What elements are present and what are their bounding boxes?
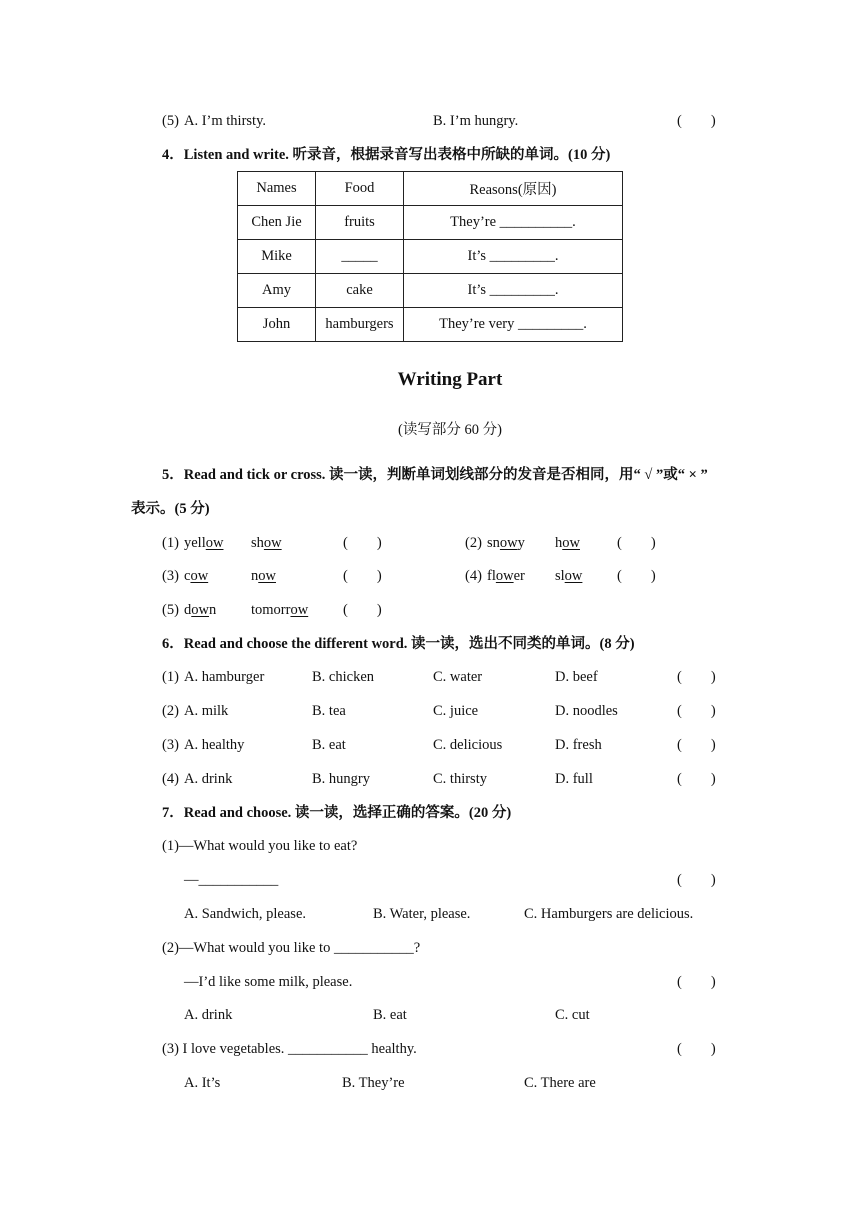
q5-item-number: (1) (162, 535, 179, 551)
table-cell-name: Amy (238, 274, 316, 308)
q6-item-number: (4) (162, 771, 179, 787)
q6-item-number: (2) (162, 703, 179, 719)
table-cell-reason[interactable]: They’re __________. (404, 206, 623, 240)
table-row (238, 240, 623, 274)
table-row (238, 308, 623, 342)
table-cell-food[interactable]: _____ (316, 240, 404, 274)
q6-answer-paren[interactable]: ( ) (677, 669, 716, 685)
q6-answer-paren[interactable]: ( ) (677, 737, 716, 753)
q5-item-number: (2) (465, 535, 482, 551)
q6-option-b: B. eat (312, 737, 346, 753)
section-subtitle: (读写部分 60 分) (398, 422, 502, 438)
q7-item-2-option-b: B. eat (373, 1007, 407, 1023)
q5-word-1: cow (184, 568, 209, 584)
q5-word-2: how (555, 535, 580, 551)
table-cell-reason[interactable]: It’s _________. (404, 274, 623, 308)
q3-item-5-option-a: A. I’m thirsty. (184, 113, 267, 129)
q6-option-a: A. milk (184, 703, 229, 719)
q5-answer-paren[interactable]: ( ) (343, 568, 382, 584)
table-cell-food: hamburgers (316, 308, 404, 342)
q4-heading: 4．Listen and write. 听录音，根据录音写出表格中所缺的单词。(10 分) (162, 147, 611, 163)
table-cell-name: Mike (238, 240, 316, 274)
q6-option-c: C. thirsty (433, 771, 487, 787)
q6-option-c: C. water (433, 669, 483, 685)
table-cell-name: Chen Jie (238, 206, 316, 240)
q6-option-d: D. fresh (555, 737, 602, 753)
q6-option-d: D. full (555, 771, 593, 787)
q5-answer-paren[interactable]: ( ) (343, 535, 382, 551)
table-cell-reason[interactable]: It’s _________. (404, 240, 623, 274)
q7-item-2-answer-paren[interactable]: ( ) (677, 974, 716, 990)
q7-item-3-option-c: C. There are (524, 1075, 596, 1091)
q6-option-c: C. delicious (433, 737, 503, 753)
q5-answer-paren[interactable]: ( ) (617, 568, 656, 584)
q5-word-2: show (251, 535, 282, 551)
table-cell-reason[interactable]: They’re very _________. (404, 308, 623, 342)
q5-item-number: (5) (162, 602, 179, 618)
q7-item-2-question: (2)—What would you like to ___________? (162, 940, 421, 956)
table-header-food: Food (316, 172, 404, 206)
q6-option-a: A. healthy (184, 737, 245, 753)
table-row (238, 206, 623, 240)
q6-answer-paren[interactable]: ( ) (677, 703, 716, 719)
q5-word-1: yellow (184, 535, 224, 551)
q7-item-1-option-c: C. Hamburgers are delicious. (524, 906, 694, 922)
q6-item-number: (3) (162, 737, 179, 753)
q7-item-2-option-a: A. drink (184, 1007, 233, 1023)
table-cell-food: cake (316, 274, 404, 308)
q6-option-b: B. hungry (312, 771, 370, 787)
q5-heading-line1: 5．Read and tick or cross. 读一读，判断单词划线部分的发音是否相同，用“ √ ”或“ × ” (162, 467, 708, 483)
table-header-row (238, 172, 623, 206)
q7-item-1-answer-line: —___________ (184, 872, 279, 888)
q5-word-1: snowy (487, 535, 525, 551)
table-header-reasons: Reasons(原因) (404, 172, 623, 206)
q3-item-5-number: (5) (162, 113, 179, 129)
q7-item-3-answer-paren[interactable]: ( ) (677, 1041, 716, 1057)
q7-item-3-option-b: B. They’re (342, 1075, 405, 1091)
q6-answer-paren[interactable]: ( ) (677, 771, 716, 787)
q7-item-1-option-b: B. Water, please. (373, 906, 471, 922)
q7-item-2-option-c: C. cut (555, 1007, 590, 1023)
listen-and-write-table (237, 171, 623, 342)
table-cell-name: John (238, 308, 316, 342)
q6-item-number: (1) (162, 669, 179, 685)
q5-word-1: down (184, 602, 217, 618)
q3-item-5-answer-paren[interactable]: ( ) (677, 113, 716, 129)
table-header-names: Names (238, 172, 316, 206)
q5-word-2: slow (555, 568, 583, 584)
q5-answer-paren[interactable]: ( ) (343, 602, 382, 618)
q6-option-a: A. hamburger (184, 669, 265, 685)
q5-heading-line2: 表示。(5 分) (131, 501, 210, 517)
q6-option-c: C. juice (433, 703, 479, 719)
q5-word-2: tomorrow (251, 602, 309, 618)
q7-heading: 7．Read and choose. 读一读，选择正确的答案。(20 分) (162, 805, 512, 821)
q7-item-1-answer-paren[interactable]: ( ) (677, 872, 716, 888)
q7-item-3-option-a: A. It’s (184, 1075, 221, 1091)
q6-option-a: A. drink (184, 771, 233, 787)
section-title: Writing Part (397, 369, 503, 390)
q5-item-number: (4) (465, 568, 482, 584)
q5-word-2: now (251, 568, 276, 584)
q6-option-d: D. beef (555, 669, 598, 685)
q7-item-2-answer-line: —I’d like some milk, please. (184, 974, 353, 990)
q7-item-3-question: (3) I love vegetables. ___________ healthy. (162, 1041, 417, 1057)
q6-heading: 6．Read and choose the different word. 读一读，选出不同类的单词。(8 分) (162, 636, 635, 652)
table-cell-food: fruits (316, 206, 404, 240)
q6-option-b: B. chicken (312, 669, 375, 685)
q3-item-5-option-b: B. I’m hungry. (433, 113, 519, 129)
table-row (238, 274, 623, 308)
q5-answer-paren[interactable]: ( ) (617, 535, 656, 551)
q5-word-1: flower (487, 568, 525, 584)
q7-item-1-question: (1)—What would you like to eat? (162, 838, 358, 854)
q5-item-number: (3) (162, 568, 179, 584)
q6-option-d: D. noodles (555, 703, 618, 719)
q7-item-1-option-a: A. Sandwich, please. (184, 906, 307, 922)
q6-option-b: B. tea (312, 703, 346, 719)
